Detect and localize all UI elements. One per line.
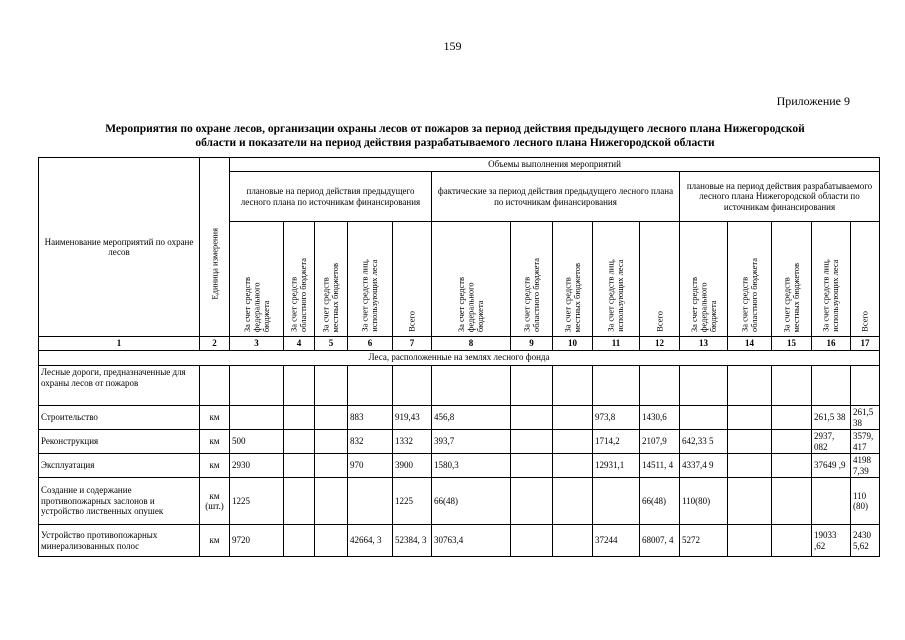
cell-col-3: 9720 [230, 525, 284, 557]
header-sub-text: За счет средств местных бюджетов [781, 262, 801, 332]
cell-col-15 [772, 478, 812, 525]
cell-col-4 [284, 366, 315, 406]
cell-col-15 [772, 525, 812, 557]
header-sub-actual-prev-local [553, 222, 593, 337]
cell-col-7: 3900 [393, 454, 432, 478]
cell-col-9 [511, 406, 553, 430]
column-number-12: 12 [640, 337, 680, 351]
column-number-1: 1 [39, 337, 200, 351]
header-sub-text: За счет средств областного бюджета [288, 257, 308, 332]
column-number-4: 4 [284, 337, 315, 351]
cell-col-7: 1225 [393, 478, 432, 525]
cell-col-5 [315, 478, 348, 525]
header-unit [200, 158, 230, 337]
row-name: Реконструкция [39, 430, 200, 454]
cell-col-13: 110(80) [680, 478, 728, 525]
cell-col-11: 37244 [593, 525, 640, 557]
header-sub-planned-prev-total [393, 222, 432, 337]
column-number-7: 7 [393, 337, 432, 351]
cell-col-17: 2430 5,62 [851, 525, 880, 557]
header-unit-text: Единица измерения [208, 228, 219, 300]
cell-col-9 [511, 430, 553, 454]
header-volumes: Объемы выполнения мероприятий [230, 158, 880, 172]
cell-col-10 [553, 478, 593, 525]
title-line-1: Мероприятия по охране лесов, организации охраны лесов от пожаров за период действия предыдущего лесного плана Нижегородской [105, 123, 805, 135]
cell-col-14 [728, 525, 772, 557]
cell-col-14 [728, 454, 772, 478]
cell-col-5 [315, 366, 348, 406]
cell-col-16 [812, 478, 851, 525]
cell-col-7 [393, 366, 432, 406]
cell-col-13: 642,33 5 [680, 430, 728, 454]
cell-col-12: 66(48) [640, 478, 680, 525]
header-sub-planned-new-regional [728, 222, 772, 337]
cell-col-12: 68007, 4 [640, 525, 680, 557]
header-sub-text: За счет средств федерального бюджета [241, 276, 271, 332]
cell-col-12: 1430,6 [640, 406, 680, 430]
cell-col-15 [772, 430, 812, 454]
column-number-5: 5 [315, 337, 348, 351]
cell-col-8: 393,7 [432, 430, 511, 454]
cell-col-3 [230, 406, 284, 430]
cell-col-17: 110 (80) [851, 478, 880, 525]
header-sub-text: Всего [406, 311, 417, 332]
header-group-actual-prev: фактические за период действия предыдущего лесного плана по источникам финансирования [432, 172, 680, 222]
page-number: 159 [443, 39, 462, 53]
column-number-17: 17 [851, 337, 880, 351]
cell-col-13 [680, 366, 728, 406]
table-row [39, 525, 880, 557]
header-sub-text: За счет средств лиц, использующих леса [359, 259, 379, 332]
header-sub-planned-new-federal [680, 222, 728, 337]
measures-table [38, 157, 880, 557]
cell-col-17 [851, 366, 880, 406]
row-unit: км [200, 454, 230, 478]
cell-col-11: 973,8 [593, 406, 640, 430]
header-sub-planned-prev-federal [230, 222, 284, 337]
cell-col-11 [593, 478, 640, 525]
header-sub-planned-new-users [812, 222, 851, 337]
cell-col-11 [593, 366, 640, 406]
cell-col-16: 261,5 38 [812, 406, 851, 430]
column-number-13: 13 [680, 337, 728, 351]
cell-col-8: 456,8 [432, 406, 511, 430]
row-unit: км [200, 525, 230, 557]
row-name: Лесные дороги, предназначенные для охраны лесов от пожаров [39, 366, 200, 406]
document-title [40, 122, 870, 150]
cell-col-4 [284, 454, 315, 478]
header-sub-text: За счет средств местных бюджетов [320, 262, 340, 332]
cell-col-13 [680, 406, 728, 430]
column-number-16: 16 [812, 337, 851, 351]
cell-col-14 [728, 430, 772, 454]
cell-col-10 [553, 454, 593, 478]
title-line-2: области и показатели на период действия разрабатываемого лесного плана Нижегородской области [195, 137, 715, 149]
header-sub-text: За счет средств местных бюджетов [562, 262, 582, 332]
column-number-15: 15 [772, 337, 812, 351]
cell-col-12: 2107,9 [640, 430, 680, 454]
cell-col-4 [284, 406, 315, 430]
appendix-label: Приложение 9 [776, 94, 850, 108]
cell-col-4 [284, 525, 315, 557]
header-sub-planned-prev-users [348, 222, 393, 337]
cell-col-16 [812, 366, 851, 406]
cell-col-6 [348, 478, 393, 525]
cell-col-10 [553, 430, 593, 454]
column-number-2: 2 [200, 337, 230, 351]
header-sub-planned-prev-regional [284, 222, 315, 337]
cell-col-13: 5272 [680, 525, 728, 557]
cell-col-10 [553, 366, 593, 406]
cell-col-4 [284, 430, 315, 454]
cell-col-7: 52384, 3 [393, 525, 432, 557]
cell-col-7: 919,43 [393, 406, 432, 430]
cell-col-11: 1714,2 [593, 430, 640, 454]
row-name: Строительство [39, 406, 200, 430]
row-name: Создание и содержание противопожарных заслонов и устройство лиственных опушек [39, 478, 200, 525]
cell-col-16: 2937, 082 [812, 430, 851, 454]
cell-col-12: 14511, 4 [640, 454, 680, 478]
cell-col-10 [553, 406, 593, 430]
header-sub-text: Всего [859, 311, 870, 332]
row-unit [200, 366, 230, 406]
column-number-11: 11 [593, 337, 640, 351]
header-sub-planned-new-local [772, 222, 812, 337]
header-sub-actual-prev-total [640, 222, 680, 337]
cell-col-10 [553, 525, 593, 557]
row-name: Эксплуатация [39, 454, 200, 478]
cell-col-6: 970 [348, 454, 393, 478]
cell-col-8: 1580,3 [432, 454, 511, 478]
header-sub-text: За счет средств областного бюджета [739, 257, 759, 332]
header-sub-text: Всего [653, 311, 664, 332]
cell-col-13: 4337,4 9 [680, 454, 728, 478]
table-row [39, 454, 880, 478]
column-number-8: 8 [432, 337, 511, 351]
cell-col-5 [315, 525, 348, 557]
header-sub-text: За счет средств лиц, использующих леса [820, 259, 840, 332]
cell-col-14 [728, 366, 772, 406]
cell-col-15 [772, 366, 812, 406]
header-sub-planned-prev-local [315, 222, 348, 337]
cell-col-3: 1225 [230, 478, 284, 525]
cell-col-14 [728, 478, 772, 525]
cell-col-6: 832 [348, 430, 393, 454]
row-unit: км [200, 430, 230, 454]
header-sub-actual-prev-users [593, 222, 640, 337]
cell-col-9 [511, 454, 553, 478]
cell-col-6: 883 [348, 406, 393, 430]
header-column-numbers [39, 337, 880, 351]
column-number-14: 14 [728, 337, 772, 351]
table-row [39, 366, 880, 406]
row-unit: км (шт.) [200, 478, 230, 525]
header-group-planned-new: плановые на период действия разрабатываемого лесного плана Нижегородской области по источникам финансирования [680, 172, 880, 222]
header-sub-text: За счет средств лиц, использующих леса [605, 259, 625, 332]
header-sub-text: За счет средств федерального бюджета [688, 276, 718, 332]
cell-col-12 [640, 366, 680, 406]
table-row [39, 478, 880, 525]
column-number-9: 9 [511, 337, 553, 351]
cell-col-4 [284, 478, 315, 525]
cell-col-8: 66(48) [432, 478, 511, 525]
cell-col-17: 4198 7,39 [851, 454, 880, 478]
header-sub-planned-new-total [851, 222, 880, 337]
column-number-3: 3 [230, 337, 284, 351]
cell-col-17: 3579, 417 [851, 430, 880, 454]
header-group-planned-prev: плановые на период действия предыдущего лесного плана по источникам финансирования [230, 172, 432, 222]
cell-col-11: 12931,1 [593, 454, 640, 478]
row-unit: км [200, 406, 230, 430]
cell-col-5 [315, 406, 348, 430]
cell-col-3: 2930 [230, 454, 284, 478]
cell-col-8 [432, 366, 511, 406]
cell-col-16: 19033 ,62 [812, 525, 851, 557]
cell-col-16: 37649 ,9 [812, 454, 851, 478]
column-number-6: 6 [348, 337, 393, 351]
cell-col-8: 30763,4 [432, 525, 511, 557]
cell-col-9 [511, 366, 553, 406]
column-number-10: 10 [553, 337, 593, 351]
cell-col-15 [772, 406, 812, 430]
table-row [39, 406, 880, 430]
cell-col-5 [315, 430, 348, 454]
header-sub-actual-prev-regional [511, 222, 553, 337]
cell-col-3 [230, 366, 284, 406]
header-sub-text: За счет средств федерального бюджета [455, 276, 485, 332]
cell-col-6: 42664, 3 [348, 525, 393, 557]
header-sub-actual-prev-federal [432, 222, 511, 337]
cell-col-15 [772, 454, 812, 478]
cell-col-6 [348, 366, 393, 406]
cell-col-7: 1332 [393, 430, 432, 454]
header-name: Наименование мероприятий по охране лесов [39, 158, 200, 337]
table-row [39, 430, 880, 454]
cell-col-9 [511, 525, 553, 557]
cell-col-5 [315, 454, 348, 478]
cell-col-14 [728, 406, 772, 430]
cell-col-17: 261,5 38 [851, 406, 880, 430]
section-title: Леса, расположенные на землях лесного фонда [39, 351, 880, 366]
row-name: Устройство противопожарных минерализованных полос [39, 525, 200, 557]
header-sub-text: За счет средств областного бюджета [521, 257, 541, 332]
cell-col-3: 500 [230, 430, 284, 454]
cell-col-9 [511, 478, 553, 525]
